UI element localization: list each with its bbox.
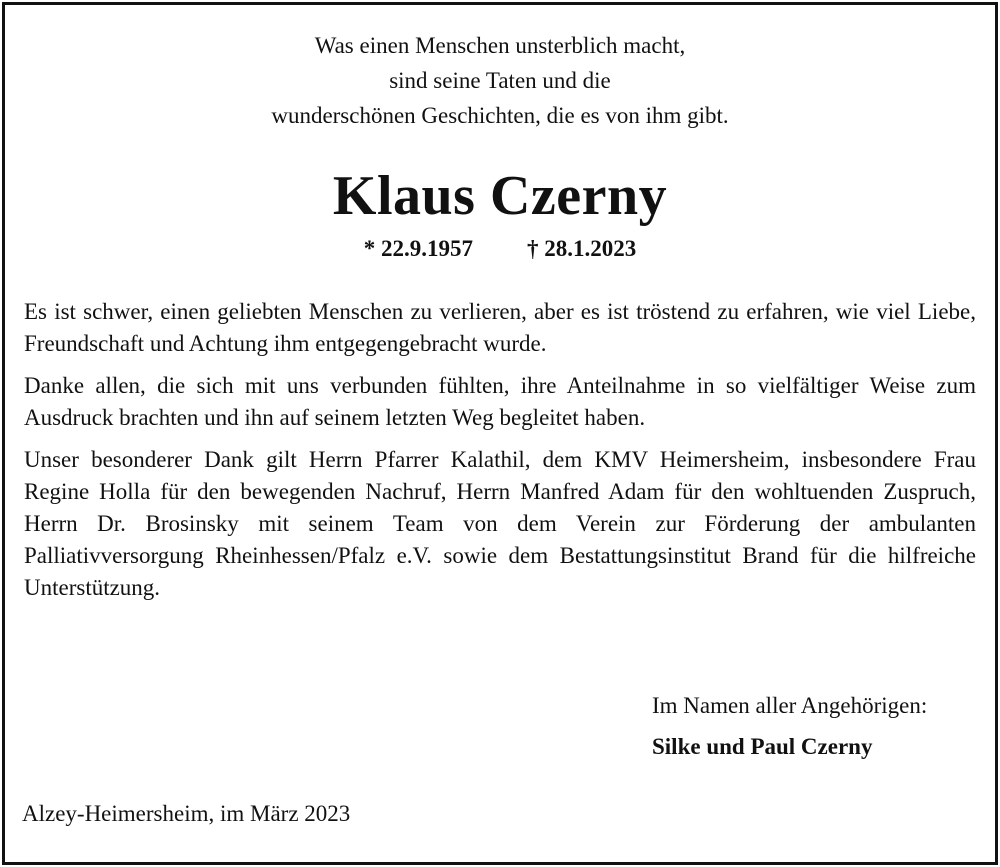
motto-line: Was einen Menschen unsterblich macht, [314, 33, 686, 58]
place-date: Alzey-Heimersheim, im März 2023 [22, 801, 351, 826]
paragraph: Danke allen, die sich mit uns verbunden fühlten, ihre Anteilnahme in so vielfältiger Weise zum Ausdruck brachten und ihn auf seinem letzten Weg begleitet haben. [24, 373, 976, 430]
motto-line: sind seine Taten und die [389, 68, 611, 93]
signature-block [652, 688, 927, 764]
life-dates [0, 232, 1000, 266]
paragraph: Unser besonderer Dank gilt Herrn Pfarrer Kalathil, dem KMV Heimersheim, insbesondere Frau Regine Holla für den bewegenden Nachruf, Herrn Manfred Adam für den wohltuenden Zuspruch, Herrn Dr. Brosinsky mit seinem Team von dem Verein zur Förderung der ambulanten Palliativversorgung Rheinhessen/Pfalz e.V. sowie dem Bestattungsinstitut Brand für die hilfreiche Unterstützung. [24, 447, 976, 600]
death-date: † 28.1.2023 [527, 236, 637, 261]
deceased-name: Klaus Czerny [332, 165, 668, 227]
motto-quote [0, 28, 1000, 133]
motto-line: wunderschönen Geschichten, die es von ihm gibt. [271, 103, 729, 128]
thank-you-text [24, 296, 976, 614]
signature-intro: Im Namen aller Angehörigen: [652, 693, 928, 718]
paragraph: Es ist schwer, einen geliebten Menschen zu verlieren, aber es ist tröstend zu erfahren, wie viel Liebe, Freundschaft und Achtung ihm entgegengebracht wurde. [24, 299, 976, 356]
signers: Silke und Paul Czerny [652, 734, 873, 759]
birth-date: * 22.9.1957 [363, 236, 473, 261]
